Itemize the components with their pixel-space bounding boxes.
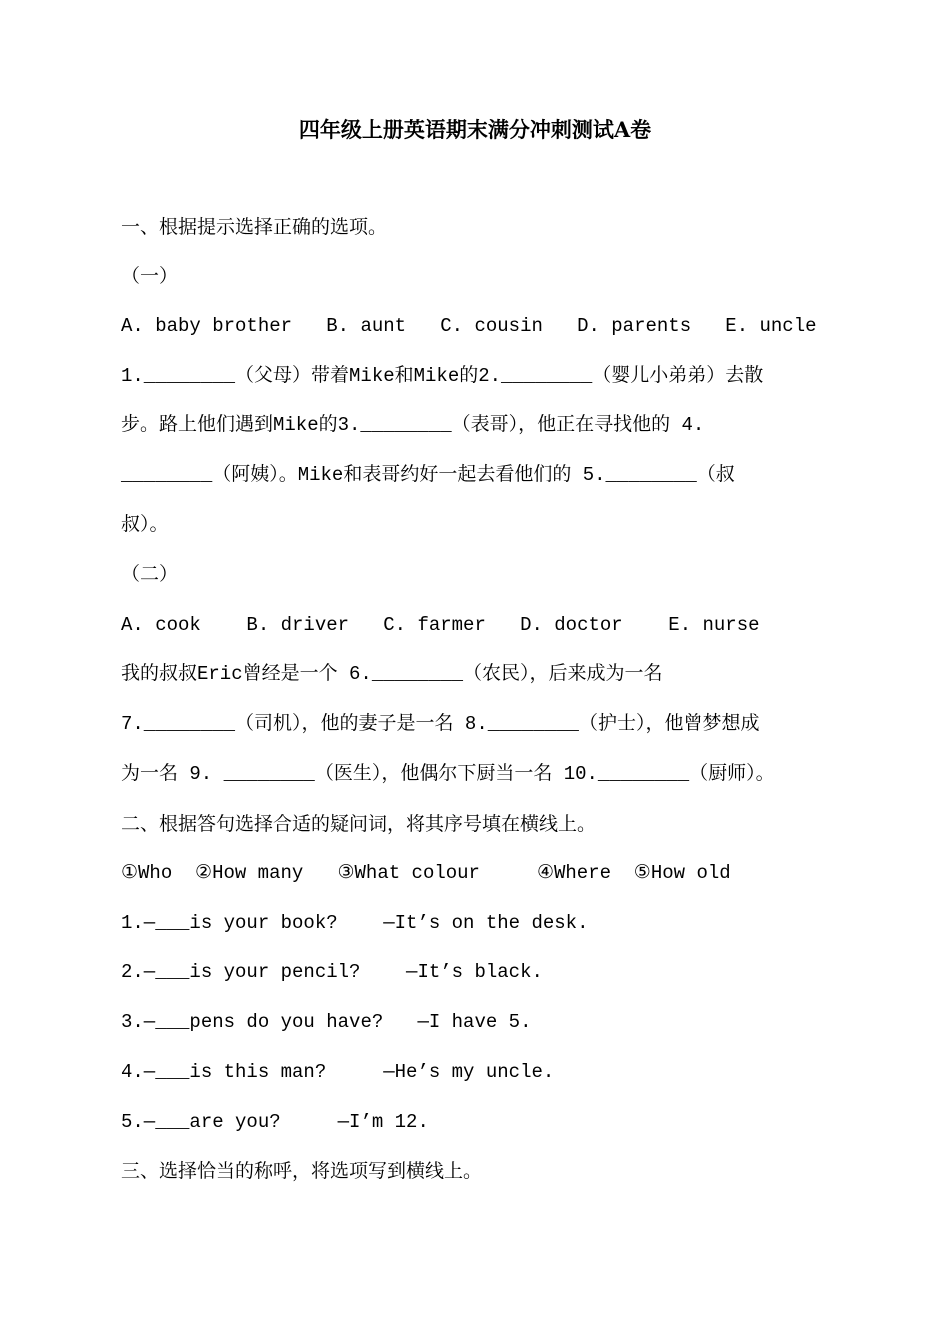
section-1-heading: 一、根据提示选择正确的选项。 <box>121 216 388 238</box>
question-words-row: ①Who ②How many ③What colour ④Where ⑤How old <box>121 862 731 884</box>
section-3-heading: 三、选择恰当的称呼，将选项写到横线上。 <box>121 1160 483 1182</box>
passage2-line-3: 为一名 9. ________（医生），他偶尔下厨当一名 10.________（厨师）。 <box>121 763 775 785</box>
passage2-line-1: 我的叔叔Eric曾经是一个 6.________（农民），后来成为一名 <box>121 663 663 685</box>
question-4: 4.—___is this man? —He’s my uncle. <box>121 1061 555 1083</box>
question-1: 1.—___is your book? —It’s on the desk. <box>121 912 589 934</box>
question-2: 2.—___is your pencil? —It’s black. <box>121 961 543 983</box>
passage-line-1: 1.________（父母）带着Mike和Mike的2.________（婴儿小弟弟）去散 <box>121 365 764 387</box>
passage-line-4: 叔）。 <box>121 513 169 535</box>
options-row-2: A. cook B. driver C. farmer D. doctor E. nurse <box>121 614 760 636</box>
question-3: 3.—___pens do you have? —I have 5. <box>121 1011 532 1033</box>
passage2-line-2: 7.________（司机），他的妻子是一名 8.________（护士），他曾梦想成 <box>121 713 760 735</box>
subsection-1-label: （一） <box>121 265 179 287</box>
subsection-2-label: （二） <box>121 563 179 585</box>
question-5: 5.—___are you? —I’m 12. <box>121 1111 429 1133</box>
options-row-1: A. baby brother B. aunt C. cousin D. parents E. uncle <box>121 315 817 337</box>
page-title: 四年级上册英语期末满分冲刺测试A卷 <box>298 117 652 142</box>
passage-line-3: ________（阿姨）。Mike和表哥约好一起去看他们的 5.________（叔 <box>121 464 735 486</box>
passage-line-2: 步。路上他们遇到Mike的3.________（表哥），他正在寻找他的 4. <box>121 414 705 436</box>
section-2-heading: 二、根据答句选择合适的疑问词，将其序号填在横线上。 <box>121 813 597 835</box>
